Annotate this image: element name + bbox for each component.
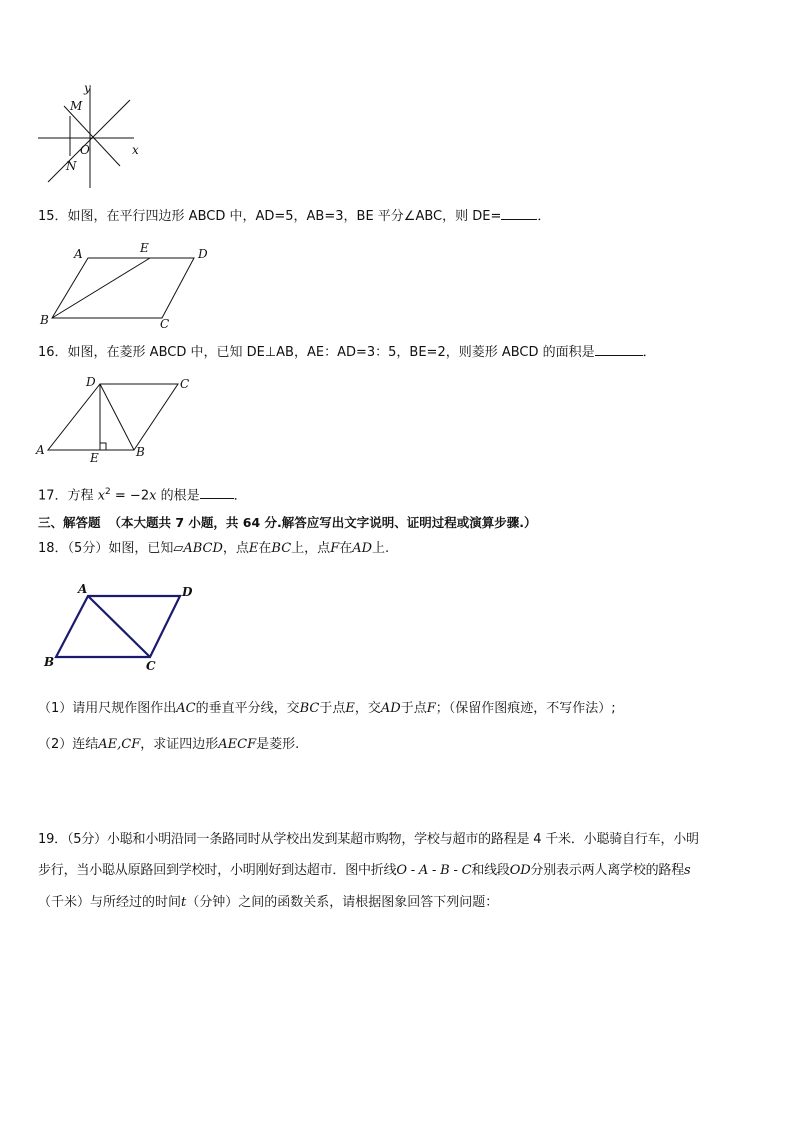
answer-blank-16[interactable] bbox=[595, 343, 643, 356]
q18-1-b: 的垂直平分线，交 bbox=[195, 701, 300, 716]
q19-t: t bbox=[181, 895, 187, 910]
question-19-line-3 bbox=[38, 894, 498, 912]
figure-15-parallelogram bbox=[34, 238, 224, 330]
q18-segment-ad: AD bbox=[352, 541, 373, 556]
section-3-heading bbox=[38, 514, 537, 532]
label-e: E bbox=[140, 241, 149, 255]
q18-point-f: F bbox=[330, 541, 340, 556]
question-18 bbox=[38, 540, 389, 558]
q18-1-f: F bbox=[426, 701, 436, 716]
label-d: D bbox=[182, 585, 193, 599]
label-d: D bbox=[86, 375, 96, 389]
question-18-part-1 bbox=[38, 697, 616, 716]
q19-line3a: （千米）与所经过的时间 bbox=[38, 895, 182, 910]
q18-1-e: E bbox=[345, 701, 355, 716]
label-c: C bbox=[180, 377, 190, 391]
question-19-line-2 bbox=[38, 862, 691, 880]
q18-mid3: 上，点 bbox=[291, 541, 331, 556]
label-d: D bbox=[198, 247, 208, 261]
q19-line3b: （分钟）之间的函数关系，请根据图象回答下列问题： bbox=[186, 895, 499, 910]
question-16-text: 16．如图，在菱形 ABCD 中，已知 DE⊥AB，AE：AD=3：5，BE=2，则菱形 ABCD 的面积是 bbox=[38, 345, 595, 360]
q18-2-a: （2）连结 bbox=[38, 737, 99, 752]
question-16-end: ． bbox=[642, 345, 656, 360]
right-angle-mark bbox=[100, 443, 106, 450]
label-o: O bbox=[80, 143, 90, 157]
label-m: M bbox=[70, 99, 83, 113]
q18-head: 18．（5分）如图，已知 bbox=[38, 541, 174, 556]
equation-rhs: = −2 bbox=[110, 488, 150, 504]
label-b: B bbox=[136, 445, 145, 459]
label-x: x bbox=[132, 143, 139, 157]
question-17-suffix: 的根是 bbox=[156, 488, 200, 504]
q18-2-c: 是菱形. bbox=[256, 737, 300, 752]
line-ascending bbox=[48, 100, 130, 182]
question-17-end: ． bbox=[233, 488, 247, 504]
figure-14-axes bbox=[30, 80, 150, 192]
q18-1-a: （1）请用尺规作图作出 bbox=[38, 701, 177, 716]
variable-x: x bbox=[97, 488, 106, 504]
segment-db bbox=[100, 384, 134, 450]
q18-1-ac: AC bbox=[176, 701, 196, 716]
q19-line2c: 分别表示两人离学校的路程 bbox=[530, 863, 685, 878]
exponent: 2 bbox=[105, 487, 111, 497]
label-b: B bbox=[40, 313, 49, 327]
q18-1-e2: 于点 bbox=[400, 701, 427, 716]
question-15 bbox=[38, 207, 550, 226]
label-a: A bbox=[78, 582, 88, 596]
segment-be bbox=[52, 258, 150, 318]
label-n: N bbox=[66, 159, 77, 173]
figure-18-parallelogram bbox=[40, 580, 210, 676]
q18-1-c: 于点 bbox=[319, 701, 346, 716]
q19-line2a: 步行，当小聪从原路回到学校时，小明刚好到达超市．图中折线 bbox=[38, 863, 397, 878]
label-c: C bbox=[146, 659, 156, 673]
q18-mid4: 在 bbox=[339, 541, 353, 556]
answer-blank-15[interactable] bbox=[501, 207, 537, 220]
q18-parallelogram-symbol: ▱ABCD bbox=[173, 541, 223, 556]
q19-line2b: 和线段 bbox=[471, 863, 510, 878]
label-b: B bbox=[44, 655, 55, 669]
q18-mid2: 在 bbox=[258, 541, 272, 556]
question-17-prefix: 17．方程 bbox=[38, 488, 98, 504]
q18-2-b: ，求证四边形 bbox=[140, 737, 219, 752]
label-y: y bbox=[84, 81, 91, 95]
q18-1-ad: AD bbox=[380, 701, 401, 716]
q18-mid1: ，点 bbox=[222, 541, 249, 556]
rhombus-abcd bbox=[48, 384, 178, 450]
q18-2-ae-cf: AE,CF bbox=[98, 737, 141, 752]
answer-blank-17[interactable] bbox=[200, 486, 234, 499]
label-a: A bbox=[36, 443, 45, 457]
q18-point-e: E bbox=[248, 541, 259, 556]
q18-2-aecf: AECF bbox=[218, 737, 257, 752]
q18-1-tail: ；（保留作图痕迹，不写作法）; bbox=[435, 701, 616, 716]
q19-od: OD bbox=[509, 863, 531, 878]
question-16 bbox=[38, 343, 656, 362]
question-17 bbox=[38, 483, 247, 505]
label-e: E bbox=[90, 451, 99, 465]
diagonal-ac bbox=[88, 596, 150, 657]
q18-segment-bc: BC bbox=[271, 541, 292, 556]
question-18-part-2 bbox=[38, 733, 299, 752]
section-3-note: （本大题共 7 小题，共 64 分.解答应写出文字说明、证明过程或演算步骤.） bbox=[108, 515, 537, 530]
label-c: C bbox=[160, 317, 170, 330]
label-a: A bbox=[74, 247, 83, 261]
q19-s: s bbox=[684, 863, 691, 878]
section-3-title: 三、解答题 bbox=[38, 515, 101, 530]
parallelogram-abcd bbox=[52, 258, 194, 318]
q18-1-d: ，交 bbox=[354, 701, 381, 716]
q18-tail: 上. bbox=[372, 541, 390, 556]
q19-line1: 19．（5分）小聪和小明沿同一条路同时从学校出发到某超市购物，学校与超市的路程是 4 千米．小聪骑自行车，小明 bbox=[38, 832, 699, 847]
q19-path: O - A - B - C bbox=[396, 863, 472, 878]
q18-1-bc: BC bbox=[299, 701, 320, 716]
figure-16-rhombus bbox=[34, 374, 194, 466]
question-15-text: 15．如图，在平行四边形 ABCD 中，AD=5，AB=3，BE 平分∠ABC，则 DE= bbox=[38, 209, 502, 224]
question-15-end: ． bbox=[537, 209, 551, 224]
variable-x-2: x bbox=[149, 488, 157, 504]
question-19-line-1 bbox=[38, 831, 699, 849]
